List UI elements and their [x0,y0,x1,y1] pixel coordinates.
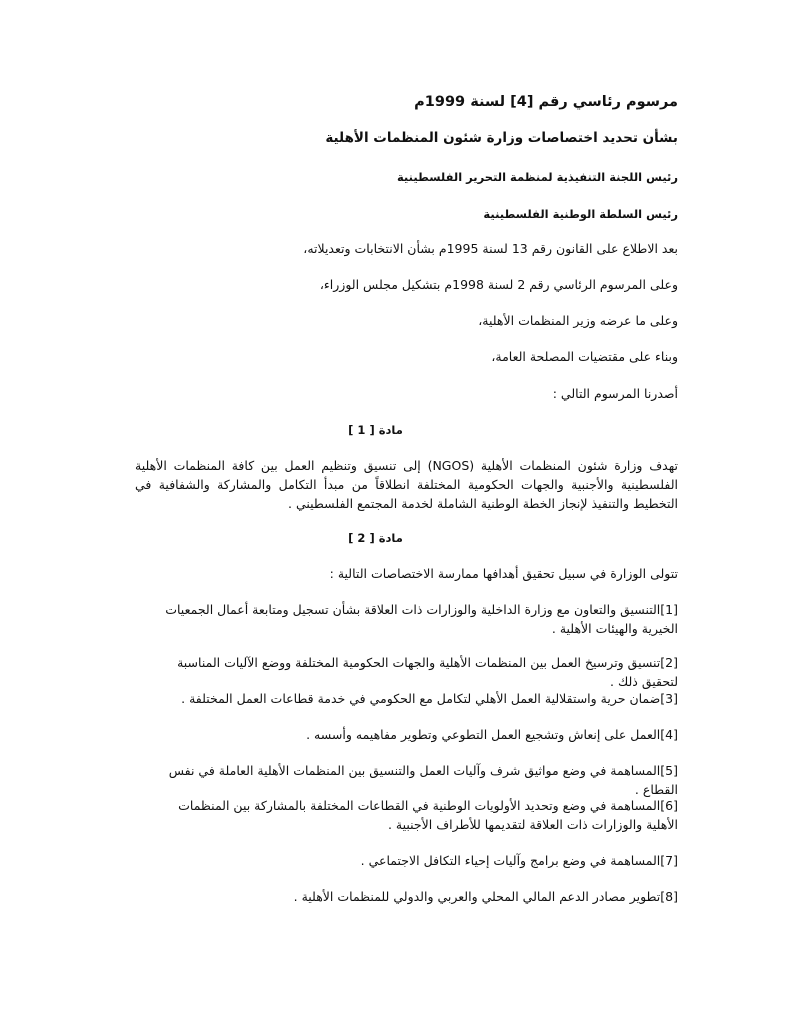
article-2-intro: تتولى الوزارة في سبيل تحقيق أهدافها ممارسة الاختصاصات التالية : [329,566,678,581]
article-2-item-6: [6]المساهمة في وضع وتحديد الأولويات الوطنية في القطاعات المختلفة بالمشاركة بين المنظمات الأهلية والوزارات ذات العلاقة لتقديمها للأطراف الأجنبية . [178,798,678,832]
article-2-item-4: [4]العمل على إنعاش وتشجيع العمل التطوعي وتطوير مفاهيمه وأسسه . [306,727,678,742]
article-2-item-2: [2]تنسيق وترسيخ العمل بين المنظمات الأهلية والجهات الحكومية المختلفة ووضع الآليات المناسبة لتحقيق ذلك . [177,655,678,689]
article-2-heading: مادة [ 2 ] [348,531,403,545]
preamble-line-5: أصدرنا المرسوم التالي : [552,386,678,401]
article-2-item-7: [7]المساهمة في وضع برامج وآليات إحياء التكافل الاجتماعي . [360,853,678,868]
preamble-line-4: وبناء على مقتضيات المصلحة العامة، [491,349,678,364]
issuer-line-1: رئيس اللجنة التنفيذية لمنظمة التحرير الفلسطينية [396,170,678,184]
preamble-line-1: بعد الاطلاع على القانون رقم 13 لسنة 1995م بشأن الانتخابات وتعديلاته، [303,241,678,256]
article-2-item-5: [5]المساهمة في وضع مواثيق شرف وآليات العمل والتنسيق بين المنظمات الأهلية العاملة في نفس القطاع . [168,763,678,797]
decree-subtitle: بشأن تحديد اختصاصات وزارة شئون المنظمات الأهلية [325,130,678,146]
article-2-item-8: [8]تطوير مصادر الدعم المالي المحلي والعربي والدولي للمنظمات الأهلية . [293,889,678,904]
preamble-line-2: وعلى المرسوم الرئاسي رقم 2 لسنة 1998م بتشكيل مجلس الوزراء، [319,277,678,292]
article-2-item-3: [3]ضمان حرية واستقلالية العمل الأهلي لتكامل مع الحكومي في خدمة قطاعات العمل المختلفة . [181,691,678,706]
article-2-item-1: [1]التنسيق والتعاون مع وزارة الداخلية والوزارات ذات العلاقة بشأن تسجيل ومتابعة أعمال الجمعيات الخيرية والهيئات الأهلية . [165,602,678,636]
article-1-text: تهدف وزارة شئون المنظمات الأهلية (NGOS) إلى تنسيق وتنظيم العمل بين كافة المنظمات الأهلية الفلسطينية والأجنبية والجهات الحكومية المختلفة انطلاقاً من مبدأ التكامل والمشاركة والشفافية في التخطيط والتنفيذ لإنجاز الخطة الوطنية الشاملة لخدمة المجتمع الفلسطيني . [135,458,678,511]
article-1-heading: مادة [ 1 ] [348,423,403,437]
preamble-line-3: وعلى ما عرضه وزير المنظمات الأهلية، [478,313,678,328]
issuer-line-2: رئيس السلطة الوطنية الفلسطينية [483,207,678,221]
decree-title: مرسوم رئاسي رقم [4] لسنة 1999م [414,94,678,110]
